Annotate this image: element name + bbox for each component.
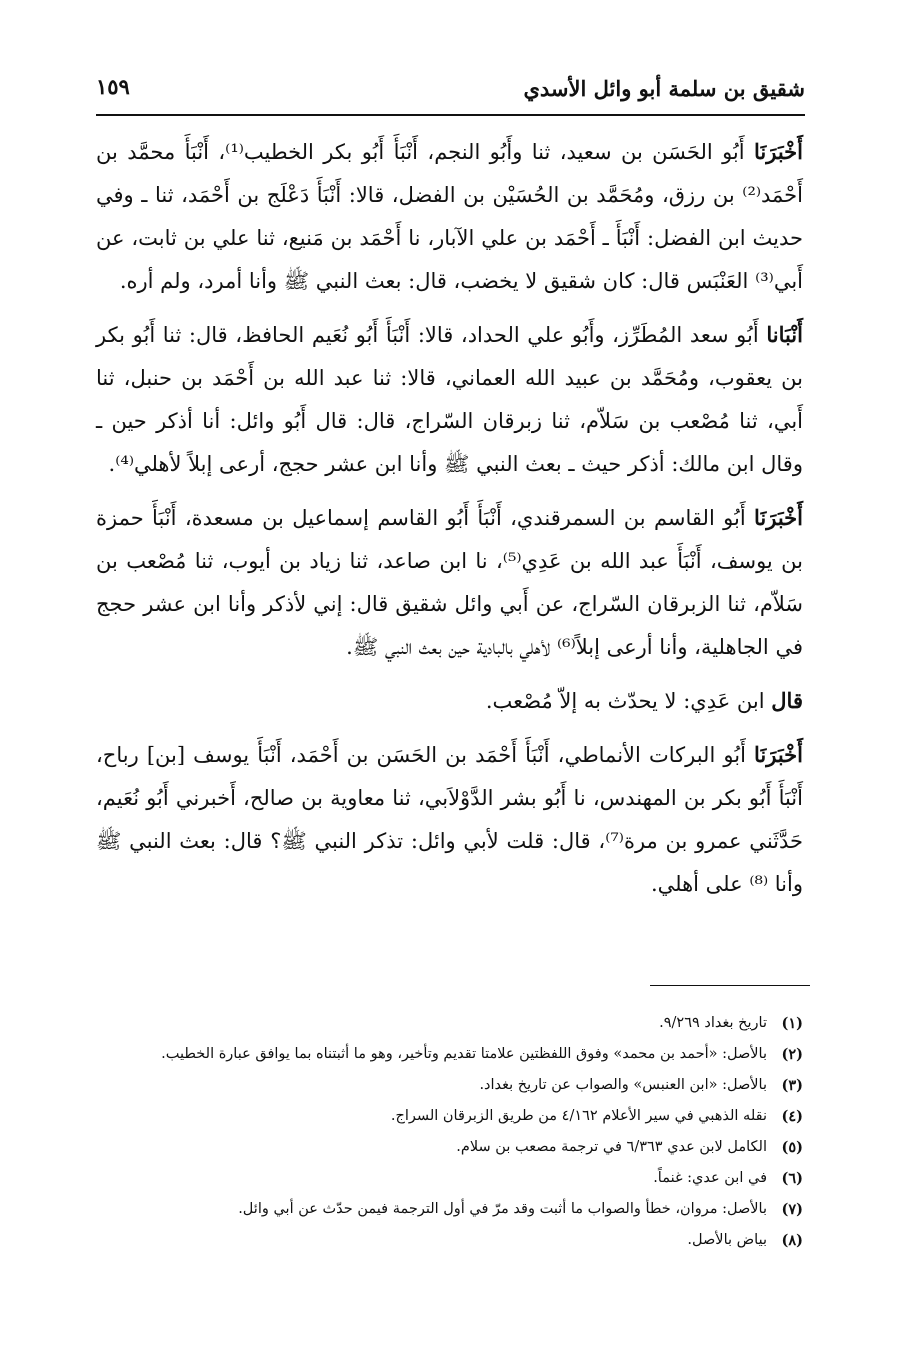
paragraph-1 bbox=[96, 130, 803, 303]
footnote-4 bbox=[96, 1101, 803, 1132]
paragraph-lead: أَنْبَانا bbox=[766, 322, 803, 347]
page-number: ١٥٩ bbox=[96, 74, 130, 99]
footnote-number: (٧) bbox=[781, 1201, 803, 1218]
paragraph-4 bbox=[96, 679, 803, 723]
footnote-text: بالأصل: مروان، خطأ والصواب ما أثبت وقد مرّ في أول الترجمة فيمن حدّث عن أبي وائل. bbox=[238, 1201, 767, 1217]
paragraph-5 bbox=[96, 733, 803, 906]
footnote-text: الكامل لابن عدي ٦/٣٦٣ في ترجمة مصعب بن سلام. bbox=[456, 1139, 767, 1155]
footnote-3 bbox=[96, 1070, 803, 1101]
paragraph-text: أَبُو سعد المُطَرِّز، وأَبُو علي الحداد، قالا: أَنْبَأَ أَبُو نُعَيم الحافظ، قال: ثنا أَبُو بكر بن يعقوب، ومُحَمَّد بن عبيد الله العماني، قالا: ثنا عبد الله بن أَحْمَد بن حنبل، ثنا أَبي، ثنا مُصْعب بن سَلاّم، ثنا زبرقان السّراج، قال: قال أَبُو وائل: أنا أذكر حين ـ وقال ابن مالك: أذكر حيث ـ بعث النبي ﷺ وأنا ابن عشر حجج، أرعى إبلاً لأهلي⁽⁴⁾. bbox=[96, 323, 803, 476]
footnote-text: نقله الذهبي في سير الأعلام ٤/١٦٢ من طريق الزبرقان السراج. bbox=[390, 1108, 767, 1124]
paragraph-2 bbox=[96, 313, 803, 486]
paragraph-text: أَبُو القاسم بن السمرقندي، أَنْبَأَ أَبُو القاسم إسماعيل بن مسعدة، أَنْبَأَ حمزة بن يوسف، أَنْبَأَ عبد الله بن عَدِي⁽⁵⁾، نا ابن صاعد، ثنا زياد بن أيوب، ثنا مُصْعب بن سَلاّم، ثنا الزبرقان السّراج، عن أَبي وائل شقيق قال: إني لأذكر وأنا ابن عشر حجج في الجاهلية، وأنا أرعى إبلاً⁽⁶⁾ لأهلي بالبادية حين بعث النبي ﷺ. bbox=[96, 506, 803, 659]
footnote-number: (٦) bbox=[781, 1170, 803, 1187]
footnote-6 bbox=[96, 1163, 803, 1194]
footnote-text: في ابن عدي: غنماً. bbox=[653, 1170, 767, 1186]
footnote-8 bbox=[96, 1225, 803, 1256]
footnote-separator bbox=[650, 985, 810, 986]
paragraph-text: أَبُو الحَسَن بن سعيد، ثنا وأَبُو النجم، أَنْبَأَ أَبُو بكر الخطيب⁽¹⁾، أَنْبَأَ محمَّد بن أَحْمَد⁽²⁾ بن رزق، ومُحَمَّد بن الحُسَيْن بن الفضل، قالا: أَنْبَأَ دَعْلَج بن أَحْمَد، ثنا ـ وفي حديث ابن الفضل: أَنْبَأَ ـ أَحْمَد بن علي الآبار، نا أَحْمَد بن مَنيع، ثنا علي بن ثابت، عن أَبي⁽³⁾ العَنْبَس قال: كان شقيق لا يخضب، قال: بعث النبي ﷺ وأنا أمرد، ولم أره. bbox=[96, 140, 803, 293]
running-header bbox=[96, 58, 805, 116]
paragraph-3 bbox=[96, 496, 803, 669]
footnote-text: بالأصل: «أحمد بن محمد» وفوق اللفظتين علامتا تقديم وتأخير، وهو ما أثبتناه بما يوافق عبارة الخطيب. bbox=[161, 1046, 767, 1062]
chapter-title: شقيق بن سلمة أبو وائل الأسدي bbox=[523, 76, 805, 101]
paragraph-lead: أَخْبَرَنَا bbox=[754, 139, 803, 164]
footnote-2 bbox=[96, 1039, 803, 1070]
footnote-number: (٤) bbox=[781, 1108, 803, 1125]
footnote-number: (١) bbox=[781, 1015, 803, 1032]
footnote-number: (٨) bbox=[781, 1232, 803, 1249]
footnote-5 bbox=[96, 1132, 803, 1163]
footnote-7 bbox=[96, 1194, 803, 1225]
paragraph-lead: قال bbox=[771, 688, 803, 713]
footnote-1 bbox=[96, 1008, 803, 1039]
footnote-number: (٥) bbox=[781, 1139, 803, 1156]
footnote-text: تاريخ بغداد ٩/٢٦٩. bbox=[659, 1015, 767, 1031]
footnote-text: بياض بالأصل. bbox=[687, 1232, 767, 1248]
footnote-number: (٣) bbox=[781, 1077, 803, 1094]
paragraph-text: أَبُو البركات الأنماطي، أَنْبَأَ أَحْمَد بن الحَسَن بن أَحْمَد، أَنْبَأَ يوسف [بن] رباح، أَنْبَأَ أَبُو بكر بن المهندس، نا أَبُو بشر الدَّوْلاَبي، ثنا معاوية بن صالح، أَخبرني أَبُو نُعَيم، حَدَّثَني عمرو بن مرة⁽⁷⁾، قال: قلت لأبي وائل: تذكر النبي ﷺ؟ قال: بعث النبي ﷺ وأنا ⁽⁸⁾ على أهلي. bbox=[96, 743, 804, 896]
footnote-text: بالأصل: «ابن العنبس» والصواب عن تاريخ بغداد. bbox=[479, 1077, 767, 1093]
paragraph-text: ابن عَدِي: لا يحدّث به إلاّ مُصْعب. bbox=[485, 689, 765, 713]
paragraph-lead: أَخْبَرَنَا bbox=[754, 505, 803, 530]
main-text bbox=[96, 130, 803, 916]
footnotes bbox=[96, 1008, 803, 1256]
paragraph-lead: أَخْبَرَنَا bbox=[754, 742, 803, 767]
footnote-number: (٢) bbox=[781, 1046, 803, 1063]
